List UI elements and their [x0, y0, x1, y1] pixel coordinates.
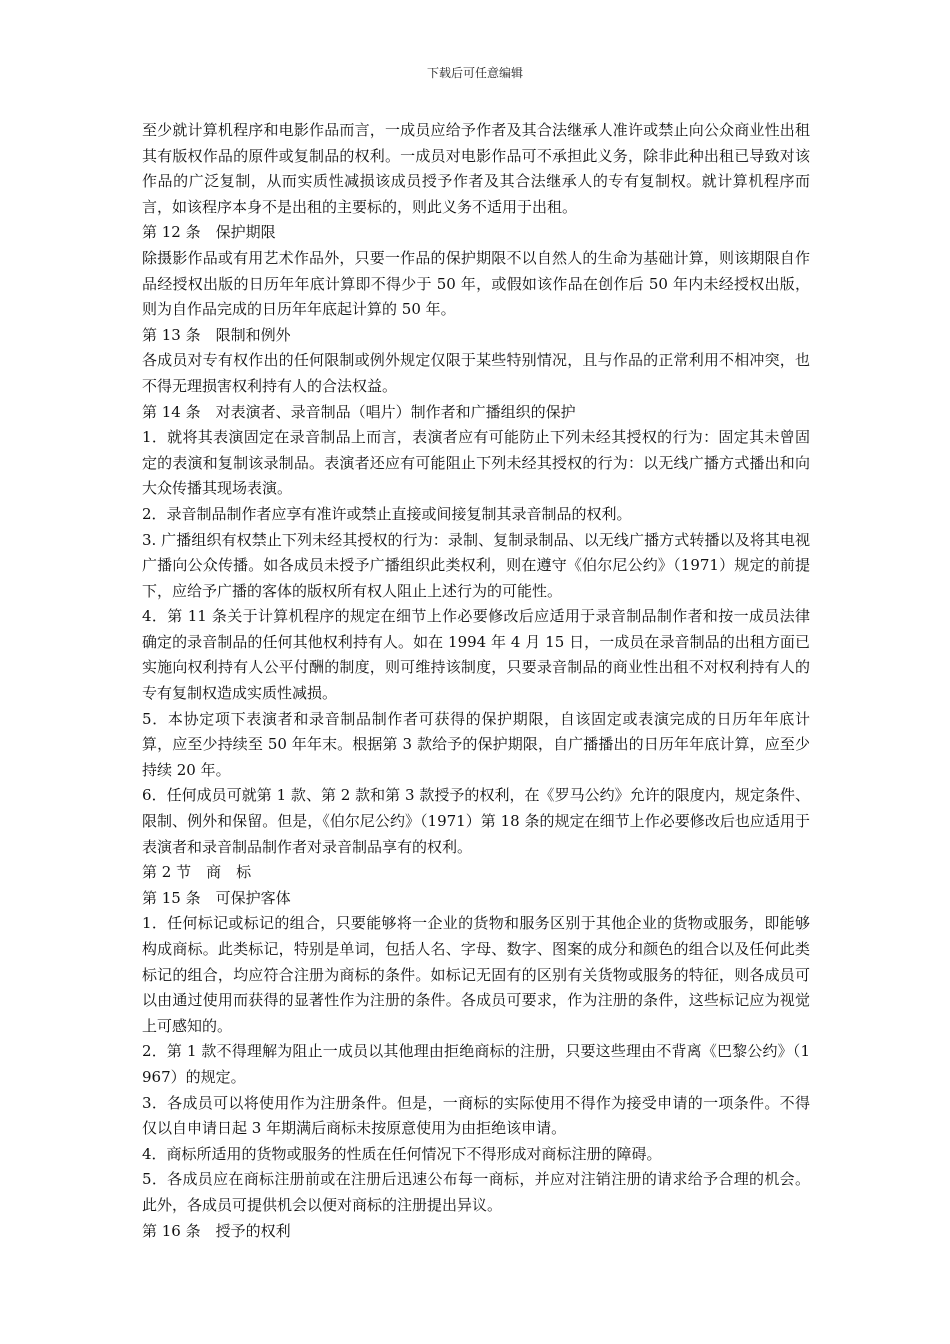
body-paragraph: 3. 广播组织有权禁止下列未经其授权的行为：录制、复制录制品、以无线广播方式转播以及将其电视广播向公众传播。如各成员未授予广播组织此类权利，则在遵守《伯尔尼公约》（1971）规定的前提下，应给予广播的客体的版权所有权人阻止上述行为的可能性。	[142, 530, 810, 600]
body-paragraph: 1．任何标记或标记的组合，只要能够将一企业的货物和服务区别于其他企业的货物或服务，即能够构成商标。此类标记，特别是单词，包括人名、字母、数字、图案的成分和颜色的组合以及任何此类标记的组合，均应符合注册为商标的条件。如标记无固有的区别有关货物或服务的特征，则各成员可以由通过使用而获得的显著性作为注册的条件。各成员可要求，作为注册的条件，这些标记应为视觉上可感知的。	[142, 914, 810, 1035]
body-paragraph: 除摄影作品或有用艺术作品外，只要一作品的保护期限不以自然人的生命为基础计算，则该期限自作品经授权出版的日历年年底计算即不得少于 50 年，或假如该作品在创作后 50 年内未经授权出版，则为自作品完成的日历年年底起计算的 50 年。	[142, 248, 810, 319]
article-heading: 第 15 条 可保护客体	[142, 888, 291, 907]
body-paragraph: 至少就计算机程序和电影作品而言，一成员应给予作者及其合法继承人准许或禁止向公众商业性出租其有版权作品的原件或复制品的权利。一成员对电影作品可不承担此义务，除非此种出租已导致对该作品的广泛复制，从而实质性减损该成员授予作者及其合法继承人的专有复制权。就计算机程序而言，如该程序本身不是出租的主要标的，则此义务不适用于出租。	[142, 121, 810, 216]
body-paragraph: 3．各成员可以将使用作为注册条件。但是，一商标的实际使用不得作为接受申请的一项条件。不得仅以自申请日起 3 年期满后商标未按原意使用为由拒绝该申请。	[142, 1093, 810, 1138]
body-paragraph: 6．任何成员可就第 1 款、第 2 款和第 3 款授予的权利，在《罗马公约》允许的限度内，规定条件、限制、例外和保留。但是，《伯尔尼公约》（1971）第 18 条的规定在细节上作必要修改后也应适用于表演者和录音制品制作者对录音制品享有的权利。	[142, 786, 810, 856]
section-heading: 第 2 节 商 标	[142, 863, 252, 882]
article-heading: 第 13 条 限制和例外	[142, 325, 291, 344]
document-body	[142, 118, 810, 1244]
body-paragraph: 1．就将其表演固定在录音制品上而言，表演者应有可能防止下列未经其授权的行为：固定其未曾固定的表演和复制该录制品。表演者还应有可能阻止下列未经其授权的行为：以无线广播方式播出和向大众传播其现场表演。	[142, 428, 810, 498]
body-paragraph: 5．各成员应在商标注册前或在注册后迅速公布每一商标，并应对注销注册的请求给予合理的机会。此外，各成员可提供机会以便对商标的注册提出异议。	[142, 1170, 810, 1214]
article-heading: 第 12 条 保护期限	[142, 223, 276, 242]
body-paragraph: 2．录音制品制作者应享有准许或禁止直接或间接复制其录音制品的权利。	[142, 504, 632, 523]
article-heading: 第 14 条 对表演者、录音制品（唱片）制作者和广播组织的保护	[142, 402, 576, 421]
body-paragraph: 2．第 1 款不得理解为阻止一成员以其他理由拒绝商标的注册，只要这些理由不背离《巴黎公约》（1967）的规定。	[142, 1042, 810, 1086]
body-paragraph: 4．商标所适用的货物或服务的性质在任何情况下不得形成对商标注册的障碍。	[142, 1144, 662, 1163]
article-heading: 第 16 条 授予的权利	[142, 1221, 291, 1240]
page-header: 下载后可任意编辑	[426, 66, 523, 80]
body-paragraph: 5．本协定项下表演者和录音制品制作者可获得的保护期限，自该固定或表演完成的日历年年底计算，应至少持续至 50 年年末。根据第 3 款给予的保护期限，自广播播出的日历年年底计算，应至少持续 20 年。	[142, 709, 810, 779]
body-paragraph: 各成员对专有权作出的任何限制或例外规定仅限于某些特别情况，且与作品的正常利用不相冲突，也不得无理损害权利持有人的合法权益。	[142, 351, 810, 395]
body-paragraph: 4．第 11 条关于计算机程序的规定在细节上作必要修改后应适用于录音制品制作者和按一成员法律确定的录音制品的任何其他权利持有人。如在 1994 年 4 月 15 日，一成员在录音制品的出租方面已实施向权利持有人公平付酬的制度，则可维持该制度，只要录音制品的商业性出租不对权利持有人的专有复制权造成实质性减损。	[142, 607, 810, 703]
